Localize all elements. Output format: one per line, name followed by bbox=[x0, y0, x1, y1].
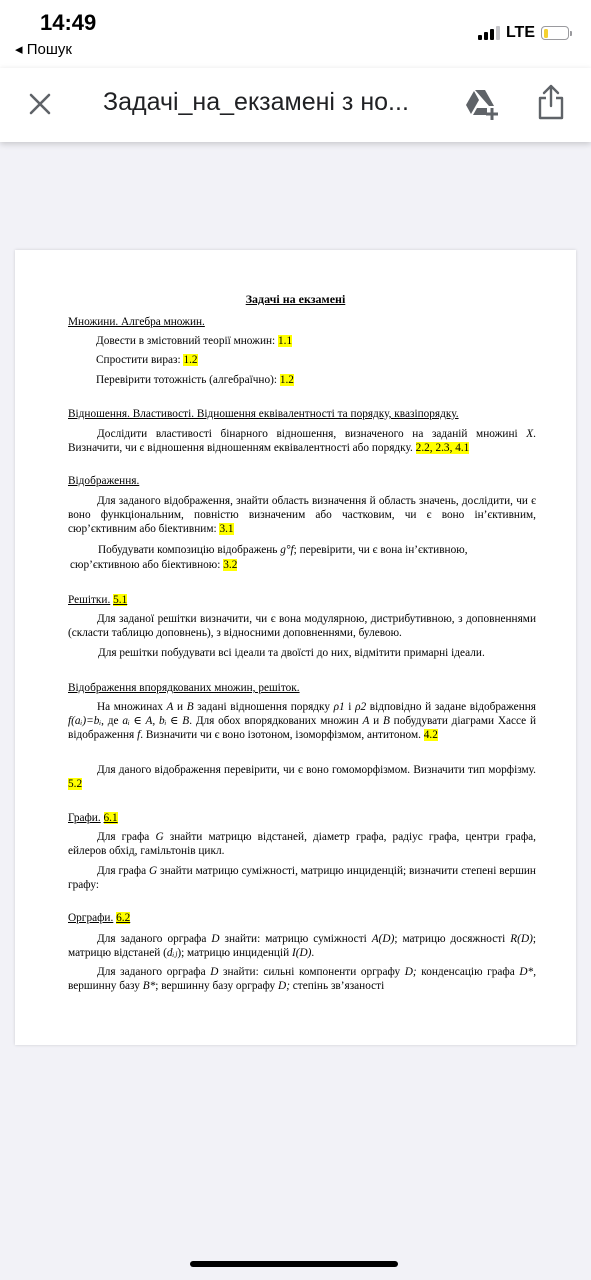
task-ref: 5.2 bbox=[68, 778, 83, 790]
add-to-drive-icon bbox=[462, 84, 502, 124]
task-paragraph: На множинах A и B задані відношення порядку ρ1 і ρ2 відповідно й задане відображення f(aᵢ)=bᵢ, де aᵢ ∈ A, bᵢ ∈ B. Для обох впорядкованих множин A и B побудувати діаграми Хассе й відображення f. Визначити чи є воно ізотоном, ізоморфізмом, антитоном. 4.2 bbox=[68, 701, 536, 741]
add-to-drive-button[interactable] bbox=[462, 84, 502, 124]
status-indicators bbox=[478, 24, 569, 42]
section-heading-relations: Відношення. Властивості. Відношення еквівалентності та порядку, квазіпорядку. bbox=[68, 408, 459, 420]
task-line: Довести в змістовний теорії множин: 1.1 bbox=[96, 335, 293, 347]
viewer-toolbar bbox=[0, 68, 591, 142]
task-ref: 3.1 bbox=[219, 523, 234, 535]
task-ref: 1.2 bbox=[279, 374, 294, 386]
signal-icon bbox=[478, 26, 500, 40]
section-heading-mappings: Відображення. bbox=[68, 475, 140, 487]
task-ref: 2.2, 2.3, 4.1 bbox=[415, 442, 470, 454]
share-icon bbox=[532, 82, 570, 122]
task-paragraph: Для даного відображення перевірити, чи є воно гомоморфізмом. Визначити тип морфізму. 5.2 bbox=[68, 764, 536, 790]
battery-icon bbox=[541, 26, 569, 40]
task-paragraph: Для заданого орграфа D знайти: сильні компоненти орграфу D; конденсацію графа D*, вершинну базу B*; вершинну базу орграфу D; степінь зв’язаності bbox=[68, 966, 537, 992]
document-page[interactable] bbox=[15, 250, 576, 1045]
task-paragraph: Для заданого відображення, знайти область визначення й область значень, дослідити, чи є воно функціональним, повністю визначеним або частковим, чи є воно ін’єктивним, сюр’єктивним або біективним: 3.1 bbox=[68, 495, 536, 535]
task-paragraph: Для заданого орграфа D знайти: матрицю суміжності A(D); матрицю досяжності R(D); матрицю відстаней (dᵢⱼ); матрицю инциденцій I(D). bbox=[68, 933, 537, 959]
section-heading-ordered-sets: Відображення впорядкованих множин, решіток. bbox=[68, 682, 300, 694]
close-button[interactable] bbox=[22, 86, 58, 122]
task-paragraph: Для графа G знайти матрицю відстаней, діаметр графа, радіус графа, центри графа, ейлеров обхід, гамільтонів цикл. bbox=[68, 831, 536, 857]
task-ref: 4.2 bbox=[423, 729, 438, 741]
task-line: Для решітки побудувати всі ідеали та двоїсті до них, відмітити примарні ідеали. bbox=[98, 647, 485, 659]
task-ref: 6.2 bbox=[116, 912, 131, 924]
share-button[interactable] bbox=[532, 82, 570, 122]
status-time: 14:49 bbox=[40, 10, 97, 35]
network-label: LTE bbox=[505, 24, 535, 41]
task-line: Спростити вираз: 1.2 bbox=[96, 354, 198, 366]
home-indicator[interactable] bbox=[190, 1261, 398, 1267]
close-icon bbox=[29, 93, 51, 115]
task-line: Перевірити тотожність (алгебраїчно): 1.2 bbox=[96, 374, 294, 386]
task-ref: 5.1 bbox=[113, 594, 128, 606]
task-ref: 1.1 bbox=[278, 335, 293, 347]
task-paragraph: Для графа G знайти матрицю суміжності, матрицю инциденцій; визначити степені вершин графу: bbox=[68, 865, 536, 891]
section-heading-digraphs: Орграфи. 6.2 bbox=[68, 912, 131, 924]
task-ref: 6.1 bbox=[103, 812, 118, 824]
task-paragraph: Для заданої решітки визначити, чи є вона модулярною, дистрибутивною, з доповненнями (скласти таблицю доповнень), з відносними доповненнями, булевою. bbox=[68, 613, 536, 639]
task-paragraph: Дослідити властивості бінарного відношення, визначеного на заданій множині X. Визначити, чи є відношення відношенням еквівалентності або порядку. 2.2, 2.3, 4.1 bbox=[68, 428, 536, 454]
task-ref: 1.2 bbox=[183, 354, 198, 366]
doc-title: Задачі на екзамені bbox=[245, 292, 346, 306]
task-ref: 3.2 bbox=[223, 559, 238, 571]
section-heading-graphs: Графи. 6.1 bbox=[68, 812, 118, 824]
section-heading-sets: Множини. Алгебра множин. bbox=[68, 316, 205, 328]
battery-level bbox=[544, 29, 548, 38]
document-title: Задачі_на_екзамені з но... bbox=[103, 88, 409, 116]
status-bar bbox=[0, 0, 591, 68]
back-to-search-link[interactable]: ◂ Пошук bbox=[15, 41, 72, 58]
section-heading-lattices: Решітки. 5.1 bbox=[68, 594, 128, 606]
task-line: сюр’єктивною або біективною: 3.2 bbox=[70, 559, 238, 571]
task-line: Побудувати композицію відображень g°f; перевірити, чи є вона ін’єктивною, bbox=[98, 544, 468, 556]
